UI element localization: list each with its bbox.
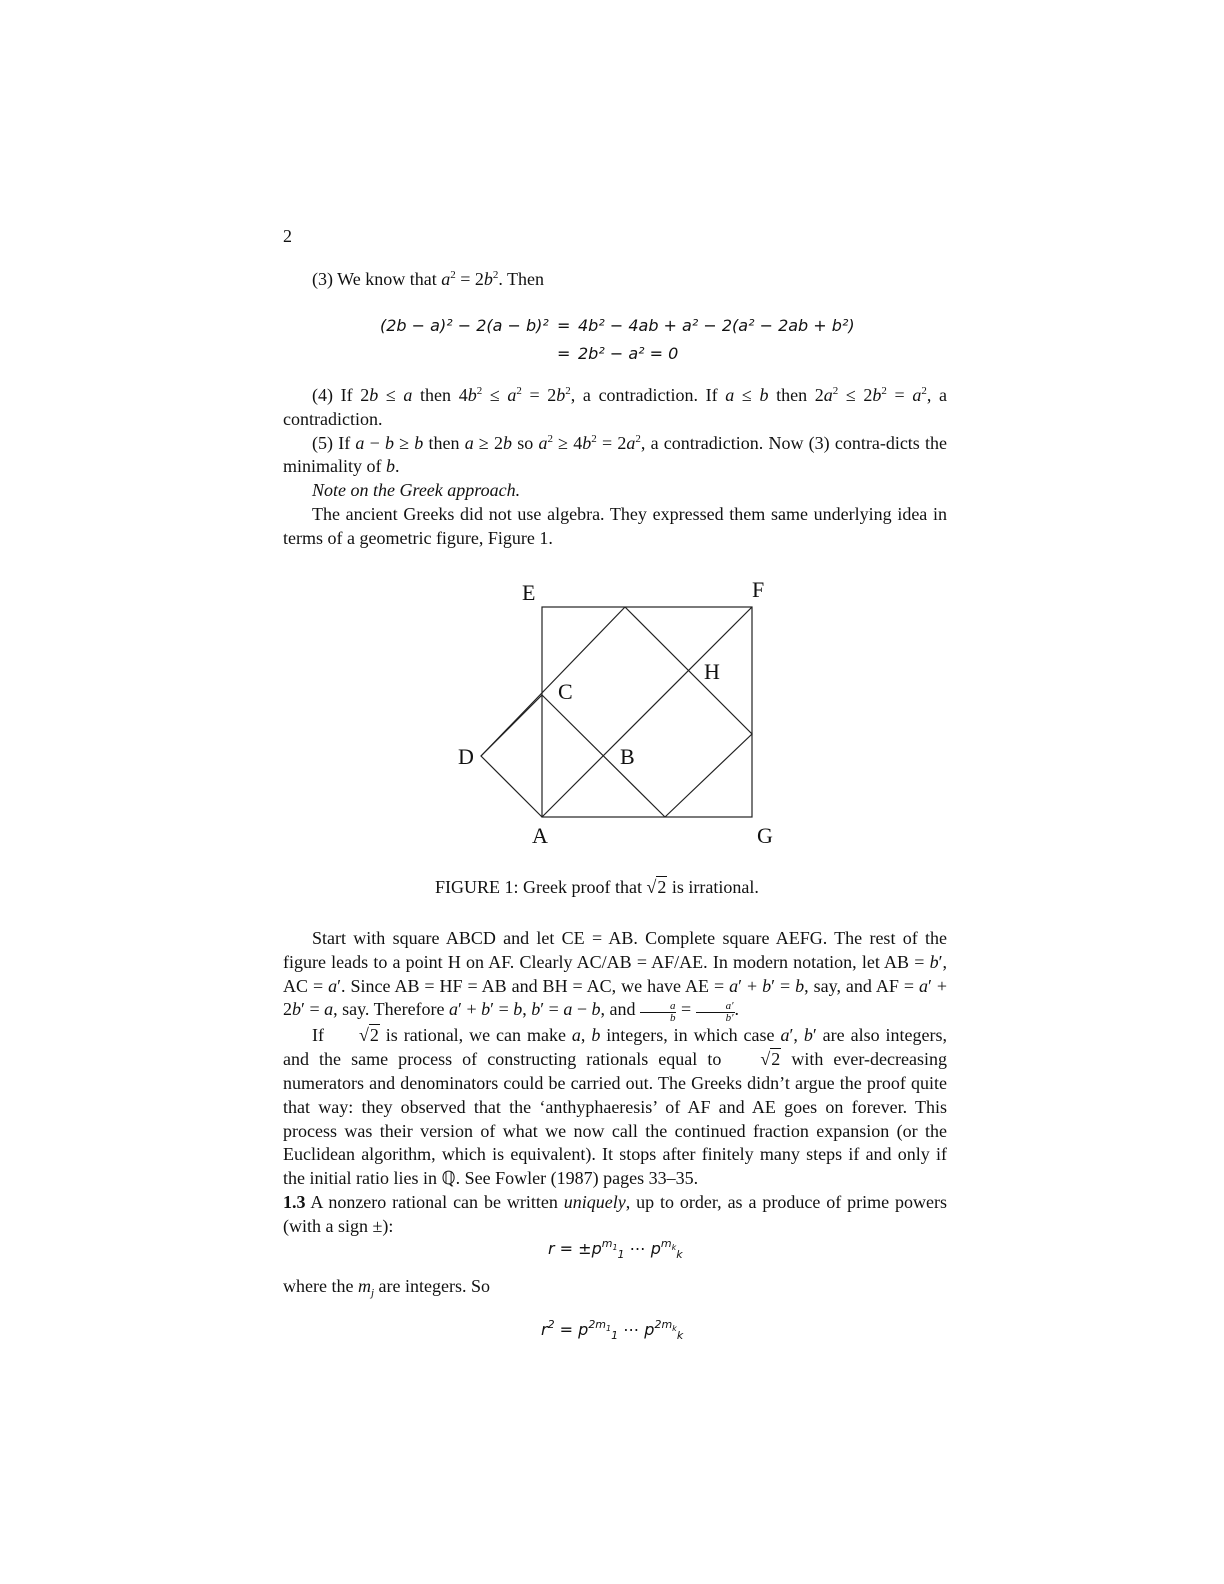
- square-factorization-equation: $r^2 = p^{2m_1}_1$ ⋯ $p^{2m_k}_k$: [541, 1318, 684, 1342]
- paragraph-3: (3) We know that $a^2 = 2b^2$. Then: [312, 269, 545, 289]
- greek-proof-figure: [450, 575, 790, 865]
- page-number: 2: [283, 226, 292, 246]
- paragraph-5: (5) If a − b ≥ b then a ≥ 2b so $a^2 \ge 4b^2 = 2a^2$, a contradiction. Now (3) contra-dicts the minimality of b.: [283, 432, 948, 477]
- section-1-3: 1.3 A nonzero rational can be written uniquely, up to order, as a produce of prime powers (with a sign ±):: [283, 1191, 947, 1236]
- equation-row-2-right: 2b² − a² = 0: [578, 344, 679, 363]
- figure-caption: FIGURE 1: Greek proof that √2 is irrational.: [435, 876, 759, 900]
- label-f: F: [752, 577, 765, 602]
- start-paragraph: Start with square ABCD and let CE = AB. Complete square AEFG. The rest of the figure leads to a point H on AF. Clearly AC/AB = AF/AE. In modern notation, let AB = b′, AC = a′. Since AB = HF = AB and BH = AC, we have AE = a′ + b′ = b, say, and AF = a′ + 2b′ = a, say. Therefore a′ + b′ = b, b′ = a − b, and $\frac{a}{b}$ = $\frac{a'}{b'}$ .: [283, 928, 948, 1025]
- where-paragraph: where the $m_j$ are integers. So: [283, 1276, 490, 1299]
- sqrt-symbol: √2: [646, 877, 667, 897]
- greek-paragraph: The ancient Greeks did not use algebra. They expressed them same underlying idea in terms of a geometric figure, Figure 1.: [283, 503, 947, 548]
- inner-square: [625, 607, 752, 817]
- equation-row-1-eq: =: [557, 316, 571, 335]
- label-g: G: [757, 823, 773, 848]
- prime-factorization-equation: $r = \pm p^{m_1}_1$ ⋯ $p^{m_k}_k$: [548, 1237, 683, 1261]
- equation-row-1-left: (2b − a)² − 2(a − b)²: [380, 316, 549, 335]
- diagonal-af: [542, 607, 752, 817]
- paragraph-4: (4) If 2b ≤ a then $4b^2 \le a^2 = 2b^2$, a contradiction. If a ≤ b then $2a^2 \le 2b^2 = a^2$, a contradiction.: [283, 385, 947, 429]
- label-c: C: [558, 679, 573, 704]
- note-heading: Note on the Greek approach.: [312, 480, 521, 501]
- square-abcd: [481, 695, 542, 817]
- body-block-2: [283, 927, 947, 1239]
- equation-row-2-eq: =: [557, 344, 571, 363]
- if-paragraph: If √2 is rational, we can make a, b integers, in which case a′, b′ are also integers, and the same process of constructing rationals equal to √2 with ever-decreasing numerators and denominators could be carried out. The Greeks didn’t argue the proof quite that way: they observed that the ‘anthyphaeresis’ of AF and AE goes on forever. This process was their version of what we now call the continued fraction expansion (or the Euclidean algorithm, which is equivalent). It stops after finitely many steps if and only if the initial ratio lies in ℚ. See Fowler (1987) pages 33–35.: [283, 1025, 948, 1190]
- equation-row-1-right: 4b² − 4ab + a² − 2(a² − 2ab + b²): [578, 316, 855, 335]
- label-e: E: [522, 580, 536, 605]
- line-dc-extension: [481, 607, 625, 756]
- body-block-1: [283, 384, 947, 551]
- label-b: B: [620, 744, 635, 769]
- label-a: A: [532, 823, 548, 848]
- label-h: H: [704, 659, 720, 684]
- label-d: D: [458, 744, 474, 769]
